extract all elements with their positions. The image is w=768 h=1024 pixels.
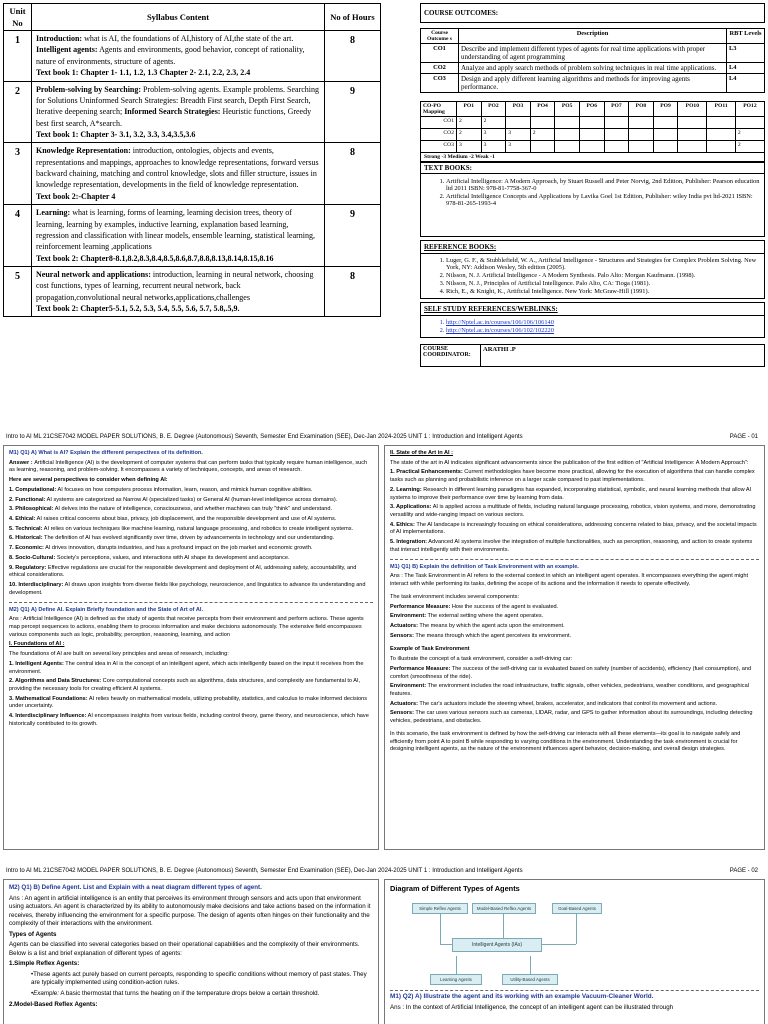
state-item bbox=[390, 539, 759, 554]
topic-text: introduction, ontologies, objects and events, representations and mappings, approaches to knowledge representations, forward versus backward chaining, matching and control knowledge, slots and filler structure, issues in knowledge representation, developments in the field of knowledge representation. bbox=[36, 146, 319, 190]
item-text: AI focuses on how computers process information, learn, reason, and mimick human cognitive abilities. bbox=[56, 486, 313, 493]
mapping-cell bbox=[678, 117, 707, 129]
item-text: AI relies heavily on mathematical models, utilizing probability, statistics, and calculus to make informed decisions under uncertainty. bbox=[9, 695, 368, 710]
topic-heading: Introduction: bbox=[36, 34, 83, 44]
textbooks-title: TEXT BOOKS: bbox=[420, 162, 765, 173]
agent-types-diagram bbox=[390, 898, 759, 988]
foundation-item bbox=[9, 713, 373, 728]
page-02-header-title: Intro to AI ML 21CSE7042 MODEL PAPER SOLUTIONS, B. E. Degree (Autonomous) Seventh, Semester End Examination (SEE), Dec-Jan 2024-2025 UNIT 1 : Introduction and Intelligent Agents bbox=[6, 868, 523, 874]
example-item bbox=[390, 701, 759, 709]
item-text: AI delves into the nature of intelligence, consciousness, and whether machines can truly "think" and understand. bbox=[53, 506, 332, 513]
item-text: The means through which the agent perceives its environment. bbox=[413, 632, 572, 639]
mapping-cell bbox=[629, 117, 654, 129]
mapping-cell bbox=[653, 129, 678, 141]
reference-item: 2. Nilsson, N. J. Artificial Intelligence - A Modern Synthesis. Palo Alto: Morgan Kaufmann. (1998). bbox=[446, 272, 761, 279]
foundations-list bbox=[9, 661, 373, 729]
state-item bbox=[390, 487, 759, 502]
item-key: Environment: bbox=[390, 613, 427, 620]
mapping-row bbox=[421, 129, 765, 141]
mapping-header-cell: PO4 bbox=[530, 102, 555, 117]
mapping-header-cell: PO9 bbox=[653, 102, 678, 117]
mapping-cell: 2 bbox=[735, 141, 764, 153]
perspective-item bbox=[9, 526, 373, 534]
task-component-item bbox=[390, 623, 759, 631]
item-text: The success of the self-driving car is evaluated based on safety (number of accidents), efficiency (fuel consumption), and comfort (smoothness of the ride). bbox=[390, 665, 752, 680]
mapping-cell bbox=[707, 129, 736, 141]
page-02-right-column bbox=[384, 879, 765, 1024]
item-key: Sensors: bbox=[390, 710, 414, 717]
mapping-cell bbox=[629, 141, 654, 153]
textbooks-box bbox=[420, 173, 765, 237]
reference-item: 4. Rich, E., & Knight, K., Artificial Intelligence. New York: McGraw-Hill (1991). bbox=[446, 288, 761, 295]
item-key: 2. Learning: bbox=[390, 486, 422, 493]
self-study-title: SELF STUDY REFERENCES/WEBLINKS: bbox=[420, 302, 765, 315]
item-text: Current methodologies have become more practical, allowing for the execution of algorithms that can handle complex tasks such as planning and probabilistic inference on a larger scale compared to past implementations. bbox=[390, 469, 755, 484]
mapping-header-cell: PO1 bbox=[457, 102, 482, 117]
example-text: A basic thermostat that turns the heating on if the temperature drops below a certain threshold. bbox=[58, 990, 320, 998]
mapping-header-cell: PO5 bbox=[555, 102, 580, 117]
unit-number: 4 bbox=[4, 205, 32, 267]
perspective-item bbox=[9, 535, 373, 543]
textbooks-list bbox=[424, 178, 761, 207]
task-components-intro: The task environment includes several components: bbox=[390, 593, 520, 600]
page-02-number: PAGE - 02 bbox=[729, 868, 758, 874]
textbook-reference: Text book 1: Chapter 3- 3.1, 3.2, 3.3, 3.4,3.5,3.6 bbox=[36, 130, 196, 139]
foundation-item bbox=[9, 696, 373, 711]
weblinks-list bbox=[424, 319, 761, 334]
item-key: 9. Regulatory: bbox=[9, 564, 47, 571]
simple-reflex-example bbox=[9, 990, 373, 999]
example-title: Example of Task Environment bbox=[390, 646, 470, 653]
task-component-item bbox=[390, 604, 759, 612]
item-text: Effective regulations are crucial for the responsible development and deployment of AI, addressing safety, accountability, and ethical considerations. bbox=[9, 564, 357, 579]
foundation-item bbox=[9, 661, 373, 676]
textbook-reference: Text book 1: Chapter 1- 1.1, 1.2, 1.3 Chapter 2- 2.1, 2.2, 2.3, 2.4 bbox=[36, 68, 251, 78]
item-text: AI draws upon insights from diverse fields like psychology, neuroscience, and linguistics to advance its understanding and development. bbox=[9, 582, 366, 596]
model-based-title: 2.Model-Based Reflex Agents: bbox=[9, 1000, 98, 1008]
textbook-reference: Text book 2:-Chapter 4 bbox=[36, 191, 116, 201]
perspective-item bbox=[9, 545, 373, 553]
reference-item: 1. Luger, G. F., & Stubblefield, W. A., Artificial Intelligence - Structures and Strategies for Complex Problem Solving. New York, NY: Addison Wesley, 5th edition (2005). bbox=[446, 257, 761, 271]
answer-text: Artificial Intelligence (AI) is the development of computer systems that can perform tasks that typically require human intelligence, such as learning, reasoning, and problem-solving. It encompasses a variety of techniques, concepts, and areas of research. bbox=[9, 459, 368, 474]
item-text: The central idea in AI is the concept of an intelligent agent, which acts intelligently based on the input it receives from the environment. bbox=[9, 660, 364, 675]
topic-heading: Neural network and applications: bbox=[36, 269, 151, 279]
textbook-item: 2. Artificial Intelligence Concepts and Applications by Lavika Goel 1st Edition, Publisher: wiley India pvt ltd-2021 ISBN: 978-81-265-1993-4 bbox=[446, 193, 761, 207]
item-text: AI raises critical concerns about bias, privacy, job displacement, and the responsible development and use of AI systems. bbox=[35, 516, 337, 523]
co-header-rbt: RBT Levels bbox=[727, 29, 765, 44]
mapping-header-cell: CO-PO Mapping bbox=[421, 102, 457, 117]
node-learning: Learning Agents bbox=[430, 974, 482, 985]
task-component-item bbox=[390, 613, 759, 621]
item-key: Sensors: bbox=[390, 632, 414, 639]
topic-text: what is AI, the foundations of AI,history of AI,the state of the art. bbox=[82, 34, 294, 44]
mapping-header-cell: PO8 bbox=[629, 102, 654, 117]
item-key: 4. Ethics: bbox=[390, 521, 415, 528]
unit-content bbox=[32, 81, 325, 143]
item-text: The car's actuators include the steering wheel, brakes, accelerator, and indicators that control its movement and actions. bbox=[417, 700, 718, 707]
syllabus-row bbox=[4, 81, 381, 143]
unit-hours: 8 bbox=[325, 266, 381, 316]
coordinator-table bbox=[420, 344, 765, 367]
unit-content bbox=[32, 205, 325, 267]
header-no-of-hours: No of Hours bbox=[325, 4, 381, 31]
example-label: •Example: bbox=[31, 990, 59, 998]
co-id: CO3 bbox=[421, 74, 459, 93]
mapping-cell bbox=[604, 117, 629, 129]
item-key: 2. Functional: bbox=[9, 496, 46, 503]
mapping-cell: 3 bbox=[481, 141, 506, 153]
unit-content bbox=[32, 143, 325, 205]
syllabus-row bbox=[4, 143, 381, 205]
perspectives-title: Here are several perspectives to consider when defining AI: bbox=[9, 477, 168, 484]
answer-vacuum-world: Ans : In the context of Artificial Intelligence, the concept of an intelligent agent can be illustrated through bbox=[390, 1004, 674, 1012]
perspective-item bbox=[9, 497, 373, 505]
page-01-right-column bbox=[384, 445, 765, 850]
mapping-cell bbox=[707, 117, 736, 129]
mapping-cell bbox=[530, 141, 555, 153]
mapping-cell bbox=[604, 129, 629, 141]
mapping-cell: CO3 bbox=[421, 141, 457, 153]
unit-number: 5 bbox=[4, 266, 32, 316]
state-item bbox=[390, 469, 759, 484]
question-m2-q1-b: M2) Q1) B) Define Agent. List and Explain with a neat diagram different types of agent. bbox=[9, 884, 262, 891]
mapping-cell: 3 bbox=[506, 129, 531, 141]
mapping-cell bbox=[735, 117, 764, 129]
example-item bbox=[390, 683, 759, 698]
co-description: Design and apply different learning algorithms and methods for improving agents performance. bbox=[459, 74, 727, 93]
item-key: 5. Integration: bbox=[390, 539, 427, 546]
mapping-cell bbox=[678, 129, 707, 141]
weblink[interactable]: 2. http://Nptel.ac.in/courses/106/102/102220 bbox=[446, 327, 761, 334]
mapping-row bbox=[421, 141, 765, 153]
mapping-cell: 2 bbox=[481, 117, 506, 129]
item-key: 1. Intelligent Agents: bbox=[9, 660, 64, 667]
item-text: The AI landscape is increasingly focusing on ethical considerations, addressing concerns related to bias, privacy, and the societal impacts of AI implementations. bbox=[390, 521, 757, 536]
item-key: Actuators: bbox=[390, 700, 418, 707]
example-list bbox=[390, 666, 759, 726]
item-key: 4. Interdisciplinary Influence: bbox=[9, 713, 87, 720]
unit-content bbox=[32, 31, 325, 81]
item-key: 2. Algorithms and Data Structures: bbox=[9, 678, 102, 685]
mapping-cell bbox=[604, 141, 629, 153]
topic-heading: Informed Search Strategies: bbox=[124, 107, 221, 117]
item-key: 10. Interdisciplinary: bbox=[9, 582, 64, 589]
syllabus-row bbox=[4, 205, 381, 267]
mapping-header-cell: PO12 bbox=[735, 102, 764, 117]
state-item bbox=[390, 504, 759, 519]
topic-text: what is learning, forms of learning, learning decision trees, theory of learning, learning by examples, inductive learning, explanation based learning, regression and classification with linear models, ensemble learning, statistical learning, reinforcement learning ,applications bbox=[36, 208, 316, 252]
foundations-intro: The foundations of AI are built on several key principles and areas of research, including: bbox=[9, 651, 229, 658]
course-outcomes-table bbox=[420, 28, 765, 93]
answer-what-is-ai bbox=[9, 460, 373, 475]
mapping-cell: 3 bbox=[506, 141, 531, 153]
section-divider bbox=[9, 602, 373, 603]
syllabus-header-row bbox=[4, 4, 381, 31]
node-goal-based: Goal-Based Agents bbox=[552, 903, 602, 914]
header-unit-no: Unit No bbox=[4, 4, 32, 31]
syllabus-row bbox=[4, 31, 381, 81]
mapping-cell bbox=[629, 129, 654, 141]
course-outcomes-title: COURSE OUTCOMES: bbox=[420, 3, 765, 23]
item-key: 5. Technical: bbox=[9, 525, 43, 532]
simple-reflex-desc: •These agents act purely based on current percepts, responding to specific conditions without memory of past states. They are typically implemented using condition-action rules. bbox=[31, 970, 367, 987]
page-02-left-column bbox=[3, 879, 379, 1024]
unit-number: 3 bbox=[4, 143, 32, 205]
answer-task-environment: Ans : The Task Environment in AI refers to the external context in which an intelligent agent operates. It encompasses everything the agent might interact with while performing its tasks, defining the scope of its actions and the information it needs to operate effectively. bbox=[390, 573, 748, 588]
mapping-cell bbox=[579, 129, 604, 141]
mapping-cell bbox=[530, 117, 555, 129]
item-key: 8. Socio-Cultural: bbox=[9, 554, 56, 561]
item-key: Environment: bbox=[390, 683, 427, 690]
mapping-cell bbox=[579, 117, 604, 129]
mapping-cell bbox=[678, 141, 707, 153]
node-intelligent-agents: Intelligent Agents (IAs) bbox=[452, 938, 542, 952]
item-key: 6. Historical: bbox=[9, 535, 43, 542]
node-simple-reflex: Simple Reflex Agents bbox=[412, 903, 468, 914]
page-01-header-title: Intro to AI ML 21CSE7042 MODEL PAPER SOLUTIONS, B. E. Degree (Autonomous) Seventh, Semester End Examination (SEE), Dec-Jan 2024-2025 UNIT 1 : Introduction and Intelligent Agents bbox=[6, 434, 523, 440]
section-divider bbox=[390, 990, 759, 991]
reference-item: 3. Nilsson, N. J., Principles of Artificial Intelligence. Palo Alto, CA: Tioga (1981). bbox=[446, 280, 761, 287]
mapping-cell bbox=[653, 117, 678, 129]
item-text: Society's perceptions, values, and interactions with AI shape its development and acceptance. bbox=[55, 554, 290, 561]
question-m1-q1-a: M1) Q1) A) What is AI? Explain the different perspectives of its definition. bbox=[9, 450, 203, 456]
perspectives-list bbox=[9, 487, 373, 598]
task-component-item bbox=[390, 633, 759, 641]
item-text: AI encompasses insights from various fields, including control theory, game theory, and neuroscience, which have historically contributed to its growth. bbox=[9, 713, 369, 727]
co-id: CO1 bbox=[421, 44, 459, 63]
page-02-header bbox=[0, 866, 768, 877]
question-m1-q2-a: M1) Q2) A) Illustrate the agent and its working with an example Vacuum-Cleaner World. bbox=[390, 993, 654, 1001]
item-key: Performance Measure: bbox=[390, 665, 451, 672]
syllabus-row bbox=[4, 266, 381, 316]
unit-hours: 8 bbox=[325, 143, 381, 205]
example-item bbox=[390, 666, 759, 681]
course-outcome-row bbox=[421, 74, 765, 93]
item-key: Performance Measure: bbox=[390, 603, 451, 610]
mapping-cell bbox=[579, 141, 604, 153]
topic-text: Heuristic functions, Greedy best first search, A*search. bbox=[36, 107, 312, 128]
diagram-connector bbox=[440, 914, 441, 944]
textbook-item: 1. Artificial Intelligence: A Modern Approach, by Stuart Russell and Peter Norvig, 2nd Edition, Publisher: Pearson education ltd 2011 ISBN: 978-81-7758-367-0 bbox=[446, 178, 761, 192]
item-text: Research in different learning paradigms has expanded, incorporating statistical, symbolic, and neural learning methods that allow AI systems to improve their performance over time by learning from data. bbox=[390, 486, 752, 501]
reference-books-title: REFERENCE BOOKS: bbox=[420, 240, 765, 253]
perspective-item bbox=[9, 506, 373, 514]
textbook-reference: Text book 2: Chapter8-8.1,8.2,8.3,8.4,8.5,8.6,8.7,8.8,8.13,8.14,8.15,8.16 bbox=[36, 253, 274, 263]
unit-hours: 9 bbox=[325, 81, 381, 143]
item-text: AI is applied across a multitude of fields, including natural language processing, robotics, vision systems, and more, demonstrating versatility and wide-ranging impact on various sectors. bbox=[390, 504, 756, 519]
mapping-cell bbox=[653, 141, 678, 153]
syllabus-table bbox=[3, 3, 381, 317]
unit-hours: 9 bbox=[325, 205, 381, 267]
topic-heading: Problem-solving by Searching: bbox=[36, 84, 142, 94]
foundations-title: I. Foundations of AI : bbox=[9, 641, 65, 648]
mapping-header-cell: PO6 bbox=[579, 102, 604, 117]
co-description: Analyze and apply search methods of problem solving techniques in real time applications. bbox=[459, 63, 727, 74]
item-key: 3. Philosophical: bbox=[9, 506, 54, 513]
item-text: AI relies on various techniques like machine learning, natural language processing, and robotics to create intelligent systems. bbox=[42, 525, 354, 532]
co-description: Describe and implement different types of agents for real time applications with proper understanding of agent programming bbox=[459, 44, 727, 63]
item-text: Core computational concepts such as algorithms, data structures, and complexity are fundamental to AI, providing the necessary tools for creating efficient AI systems. bbox=[9, 678, 361, 692]
mapping-header-cell: PO7 bbox=[604, 102, 629, 117]
simple-reflex-title: 1.Simple Reflex Agents: bbox=[9, 960, 80, 968]
weblink[interactable]: 1. http://Nptel.ac.in/courses/106/106/106140 bbox=[446, 319, 761, 326]
co-header-outcomes: Course Outcome s bbox=[421, 29, 459, 44]
unit-number: 2 bbox=[4, 81, 32, 143]
topic-heading: Intelligent agents: bbox=[36, 45, 98, 55]
mapping-cell: 2 bbox=[457, 117, 482, 129]
mapping-header-cell: PO11 bbox=[707, 102, 736, 117]
mapping-cell bbox=[707, 141, 736, 153]
question-m2-q1-a: M2) Q1) A) Define AI. Explain Briefly foundation and the State of Art of AI. bbox=[9, 606, 204, 613]
example-conclusion: In this scenario, the task environment is defined by how the self-driving car interacts with all these elements—its goal is to navigate safely and efficiently from point A to point B while responding to varying conditions in the environment. Understanding the task environment is crucial for designing intelligent agents, as the nature of the environment influences agent behavior, decision-making, and overall design strategies. bbox=[390, 730, 741, 753]
foundation-item bbox=[9, 678, 373, 693]
item-key: Actuators: bbox=[390, 622, 418, 629]
example-intro: To illustrate the concept of a task environment, consider a self-driving car: bbox=[390, 656, 573, 663]
item-key: 3. Mathematical Foundations: bbox=[9, 695, 88, 702]
item-text: How the success of the agent is evaluated. bbox=[450, 603, 559, 610]
topic-heading: Knowledge Representation: bbox=[36, 146, 131, 156]
mapping-header-cell: PO3 bbox=[506, 102, 531, 117]
mapping-cell: 2 bbox=[530, 129, 555, 141]
item-text: The means by which the agent acts upon the environment. bbox=[417, 622, 565, 629]
perspective-item bbox=[9, 487, 373, 495]
diagram-title: Diagram of Different Types of Agents bbox=[390, 884, 520, 893]
mapping-legend: Strong -3 Medium -2 Weak -1 bbox=[420, 153, 765, 162]
mapping-cell: 2 bbox=[735, 129, 764, 141]
mapping-cell: CO2 bbox=[421, 129, 457, 141]
mapping-header-cell: PO2 bbox=[481, 102, 506, 117]
course-outcome-row bbox=[421, 63, 765, 74]
mapping-cell bbox=[555, 141, 580, 153]
perspective-item bbox=[9, 555, 373, 563]
topic-text: introduction, learning in neural network, choosing cost functions, types of learning, recurrent neural network, back propagation,convolutional neural networks,applications,challenges bbox=[36, 269, 314, 302]
coordinator-name: ARATHI .P bbox=[481, 345, 765, 367]
item-text: The definition of AI has evolved significantly over time, driven by advancements in technology and our understanding. bbox=[42, 535, 335, 542]
item-text: AI systems are categorized as Narrow AI (specialized tasks) or General AI (human-level intelligence across domains). bbox=[45, 496, 338, 503]
state-item bbox=[390, 522, 759, 537]
task-components-list bbox=[390, 604, 759, 641]
diagram-connector bbox=[576, 914, 577, 944]
example-item bbox=[390, 710, 759, 725]
node-model-based: Model-Based Reflex Agents bbox=[472, 903, 536, 914]
item-text: AI drives innovation, disrupts industries, and has a profound impact on the job market and economic growth. bbox=[43, 545, 313, 552]
state-of-art-title: II. State of the Art in AI : bbox=[390, 450, 453, 456]
perspective-item bbox=[9, 582, 373, 597]
textbook-reference: Text book 2: Chapter5-5.1, 5.2, 5.3, 5.4, 5.5, 5.6, 5.7, 5.8,.5,9. bbox=[36, 304, 240, 314]
mapping-header-cell: PO10 bbox=[678, 102, 707, 117]
state-of-art-intro: The state of the art in AI indicates significant advancements since the publication of the first edition of "Artificial Intelligence: A Modern Approach": bbox=[390, 459, 749, 466]
coordinator-label: COURSE COORDINATOR: bbox=[421, 345, 481, 367]
perspective-item bbox=[9, 565, 373, 580]
topic-text: Agents and environments, good behavior, concept of rationality, nature of environments, structure of agents. bbox=[36, 45, 305, 66]
page-01-number: PAGE - 01 bbox=[729, 434, 758, 440]
mapping-row bbox=[421, 117, 765, 129]
state-of-art-list bbox=[390, 469, 759, 554]
answer-label: Answer : bbox=[9, 459, 35, 466]
item-key: 3. Applications: bbox=[390, 504, 432, 511]
item-key: 1. Practical Enhancements: bbox=[390, 469, 463, 476]
unit-number: 1 bbox=[4, 31, 32, 81]
answer-define-agent: Ans : An agent in artificial intelligence is an entity that perceives its environment through sensors and acts upon that environment using actuators. An agent is characterized by its ability to autonomously make decisions and take actions based on the information it receives, thereby influencing the environment for a specific purpose. The design of agents often hinges on their functionality and the complexity of their interactions with the environment. bbox=[9, 894, 371, 928]
mapping-cell bbox=[555, 117, 580, 129]
item-text: The car uses various sensors such as cameras, LIDAR, radar, and GPS to gather information about its surroundings, including detecting vehicles, pedestrians, and obstacles. bbox=[390, 710, 753, 725]
mapping-cell bbox=[506, 117, 531, 129]
topic-text: Problem-solving agents. Example problems. Searching for Solutions Uninformed Search Strategies: Breadth First search, Depth First Search, Iterative deepening search; bbox=[36, 84, 320, 117]
mapping-cell: 3 bbox=[481, 129, 506, 141]
unit-content bbox=[32, 266, 325, 316]
question-m1-q1-b: M1) Q1) B) Explain the definition of Task Environment with an example. bbox=[390, 563, 579, 570]
weblinks-box bbox=[420, 315, 765, 338]
page-01-left-column bbox=[3, 445, 379, 850]
co-rbt-level: L4 bbox=[727, 74, 765, 93]
item-key: 7. Economic: bbox=[9, 545, 44, 552]
unit-hours: 8 bbox=[325, 31, 381, 81]
section-divider bbox=[390, 559, 759, 560]
mapping-cell: 3 bbox=[457, 141, 482, 153]
mapping-cell: 2 bbox=[457, 129, 482, 141]
course-outcomes-panel bbox=[420, 3, 765, 418]
item-text: The environment includes the road infrastructure, traffic signals, other vehicles, pedestrians, weather conditions, and geographical features. bbox=[390, 683, 749, 697]
co-po-mapping-table bbox=[420, 101, 765, 153]
types-of-agents-title: Types of Agents bbox=[9, 930, 57, 938]
reference-books-box bbox=[420, 253, 765, 299]
topic-heading: Learning: bbox=[36, 208, 71, 218]
node-utility-based: Utility-Based Agents bbox=[502, 974, 558, 985]
course-outcome-row bbox=[421, 44, 765, 63]
perspective-item bbox=[9, 516, 373, 524]
item-text: The external setting where the agent operates. bbox=[426, 613, 544, 620]
co-id: CO2 bbox=[421, 63, 459, 74]
page-01-header bbox=[0, 432, 768, 443]
co-rbt-level: L3 bbox=[727, 44, 765, 63]
item-text: Advanced AI systems involve the integration of multiple functionalities, such as perception, reasoning, and action to create systems that interact intelligently with their environments. bbox=[390, 539, 753, 553]
types-of-agents-intro: Agents can be classified into several categories based on their operational capabilities and the complexity of their environments. Below is a list and brief explanation of different types of agents: bbox=[9, 941, 360, 957]
item-key: 1. Computational: bbox=[9, 486, 57, 493]
reference-books-list bbox=[424, 257, 761, 295]
item-key: 4. Ethical: bbox=[9, 516, 36, 523]
mapping-cell bbox=[555, 129, 580, 141]
answer-define-ai: Ans : Artificial Intelligence (AI) is defined as the study of agents that receive percepts from their environment and perform actions. These agents map percept sequences to actions, enabling them to process information and make decisions autonomously. The extensive field encompasses various components such as logic, probability, perception, reasoning, learning, and action bbox=[9, 616, 364, 638]
header-syllabus-content: Syllabus Content bbox=[32, 4, 325, 31]
mapping-cell: CO1 bbox=[421, 117, 457, 129]
co-rbt-level: L4 bbox=[727, 63, 765, 74]
co-header-description: Description bbox=[459, 29, 727, 44]
